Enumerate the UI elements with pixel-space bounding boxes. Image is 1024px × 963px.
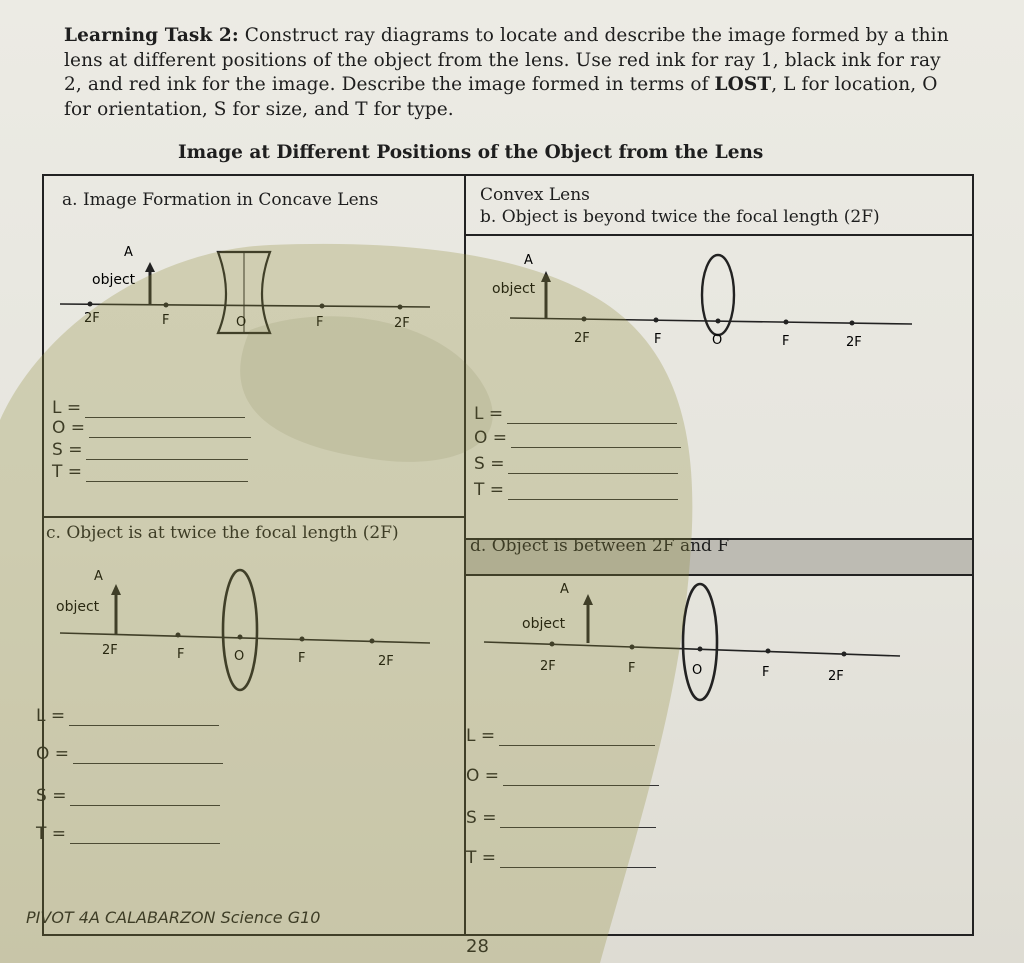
l-label: L = xyxy=(52,398,82,418)
t-label: T = xyxy=(474,480,505,500)
object-arrowhead xyxy=(541,271,551,282)
cell-a-heading: a. Image Formation in Concave Lens xyxy=(62,190,379,210)
diagram-a xyxy=(60,245,430,333)
o-blank[interactable] xyxy=(73,749,223,764)
point-f-right xyxy=(320,304,325,309)
label-f-right: F xyxy=(316,315,324,330)
point-2f-right xyxy=(850,321,855,326)
o-label: O = xyxy=(36,744,70,764)
o-label: O = xyxy=(52,418,86,438)
table-title: Image at Different Positions of the Object from the Lens xyxy=(178,142,764,163)
object-arrowhead xyxy=(145,262,155,272)
t-blank[interactable] xyxy=(70,829,220,844)
label-object: object xyxy=(56,599,100,615)
t-blank[interactable] xyxy=(86,467,248,482)
label-f-right: F xyxy=(782,334,790,349)
label-object: object xyxy=(492,281,536,297)
l-blank[interactable] xyxy=(85,403,245,418)
point-f-right xyxy=(766,649,771,654)
point-2f-right xyxy=(370,639,375,644)
point-f-left xyxy=(176,633,181,638)
object-arrowhead xyxy=(583,594,593,605)
t-blank[interactable] xyxy=(500,853,656,868)
page-number: 28 xyxy=(466,936,489,957)
o-label: O = xyxy=(466,766,500,786)
s-label: S = xyxy=(466,808,497,828)
point-2f-right xyxy=(398,305,403,310)
point-o xyxy=(716,319,721,324)
label-2f-right: 2F xyxy=(828,669,844,684)
s-blank[interactable] xyxy=(508,459,678,474)
label-a: A xyxy=(524,253,533,268)
l-label: L = xyxy=(36,706,66,726)
l-blank[interactable] xyxy=(507,409,677,424)
s-blank[interactable] xyxy=(70,791,220,806)
point-2f-left xyxy=(582,317,587,322)
label-o: O xyxy=(692,663,703,678)
cell-c-heading: c. Object is at twice the focal length (2F) xyxy=(46,523,399,543)
convex-lens xyxy=(223,570,257,690)
cell-d-heading: d. Object is between 2F and F xyxy=(470,536,730,556)
object-arrowhead xyxy=(111,584,121,595)
s-blank[interactable] xyxy=(86,445,248,460)
page-footer: PIVOT 4A CALABARZON Science G10 xyxy=(26,908,321,927)
diagram-d xyxy=(484,582,900,700)
label-a: A xyxy=(560,582,569,597)
label-object: object xyxy=(92,272,136,288)
s-label: S = xyxy=(36,786,67,806)
label-f-right: F xyxy=(298,651,306,666)
principal-axis xyxy=(484,642,900,656)
label-2f-left: 2F xyxy=(84,311,100,326)
label-f-left: F xyxy=(628,661,636,676)
diagram-b xyxy=(492,253,912,350)
label-o: O xyxy=(234,649,245,664)
label-a: A xyxy=(94,569,103,584)
t-label: T = xyxy=(466,848,497,868)
point-f-left xyxy=(164,303,169,308)
label-2f-left: 2F xyxy=(540,659,556,674)
label-2f-left: 2F xyxy=(102,643,118,658)
point-f-left xyxy=(654,318,659,323)
point-f-right xyxy=(300,637,305,642)
point-o xyxy=(698,647,703,652)
task-label: Learning Task 2: xyxy=(64,25,239,46)
convex-lens xyxy=(683,584,717,700)
label-f-left: F xyxy=(654,332,662,347)
label-o: O xyxy=(236,315,247,330)
label-o: O xyxy=(712,333,723,348)
point-2f-left xyxy=(88,302,93,307)
point-o xyxy=(238,635,243,640)
principal-axis xyxy=(60,304,430,307)
point-2f-left xyxy=(550,642,555,647)
t-label: T = xyxy=(36,824,67,844)
task-text-1: Construct ray diagrams to locate and describe the image formed by a thin lens at different positions of the object from the lens. Use red ink for ray 1, black ink for ray 2, and red ink for the image. Describe the image formed in terms of xyxy=(64,25,949,95)
o-label: O = xyxy=(474,428,508,448)
label-f-left: F xyxy=(177,647,185,662)
label-2f-right: 2F xyxy=(378,654,394,669)
l-blank[interactable] xyxy=(69,711,219,726)
s-label: S = xyxy=(52,440,83,460)
o-blank[interactable] xyxy=(503,771,659,786)
label-2f-right: 2F xyxy=(846,335,862,350)
diagram-c xyxy=(56,569,430,690)
label-a: A xyxy=(124,245,133,260)
cell-b-heading-line1: Convex Lens xyxy=(480,185,590,205)
l-label: L = xyxy=(466,726,496,746)
s-blank[interactable] xyxy=(500,813,656,828)
point-f-left xyxy=(630,645,635,650)
t-label: T = xyxy=(52,462,83,482)
label-f-left: F xyxy=(162,313,170,328)
o-blank[interactable] xyxy=(89,423,251,438)
point-f-right xyxy=(784,320,789,325)
label-2f-right: 2F xyxy=(394,316,410,331)
task-text-2: , L for location, O for orientation, S for size, and T for type. xyxy=(64,74,938,120)
label-2f-left: 2F xyxy=(574,331,590,346)
principal-axis xyxy=(60,633,430,643)
point-2f-right xyxy=(842,652,847,657)
label-object: object xyxy=(522,616,566,632)
o-blank[interactable] xyxy=(511,433,681,448)
cell-b-heading-line2: b. Object is beyond twice the focal length (2F) xyxy=(480,207,880,227)
l-blank[interactable] xyxy=(499,731,655,746)
label-f-right: F xyxy=(762,665,770,680)
t-blank[interactable] xyxy=(508,485,678,500)
task-lost-word: LOST xyxy=(714,74,772,95)
s-label: S = xyxy=(474,454,505,474)
l-label: L = xyxy=(474,404,504,424)
